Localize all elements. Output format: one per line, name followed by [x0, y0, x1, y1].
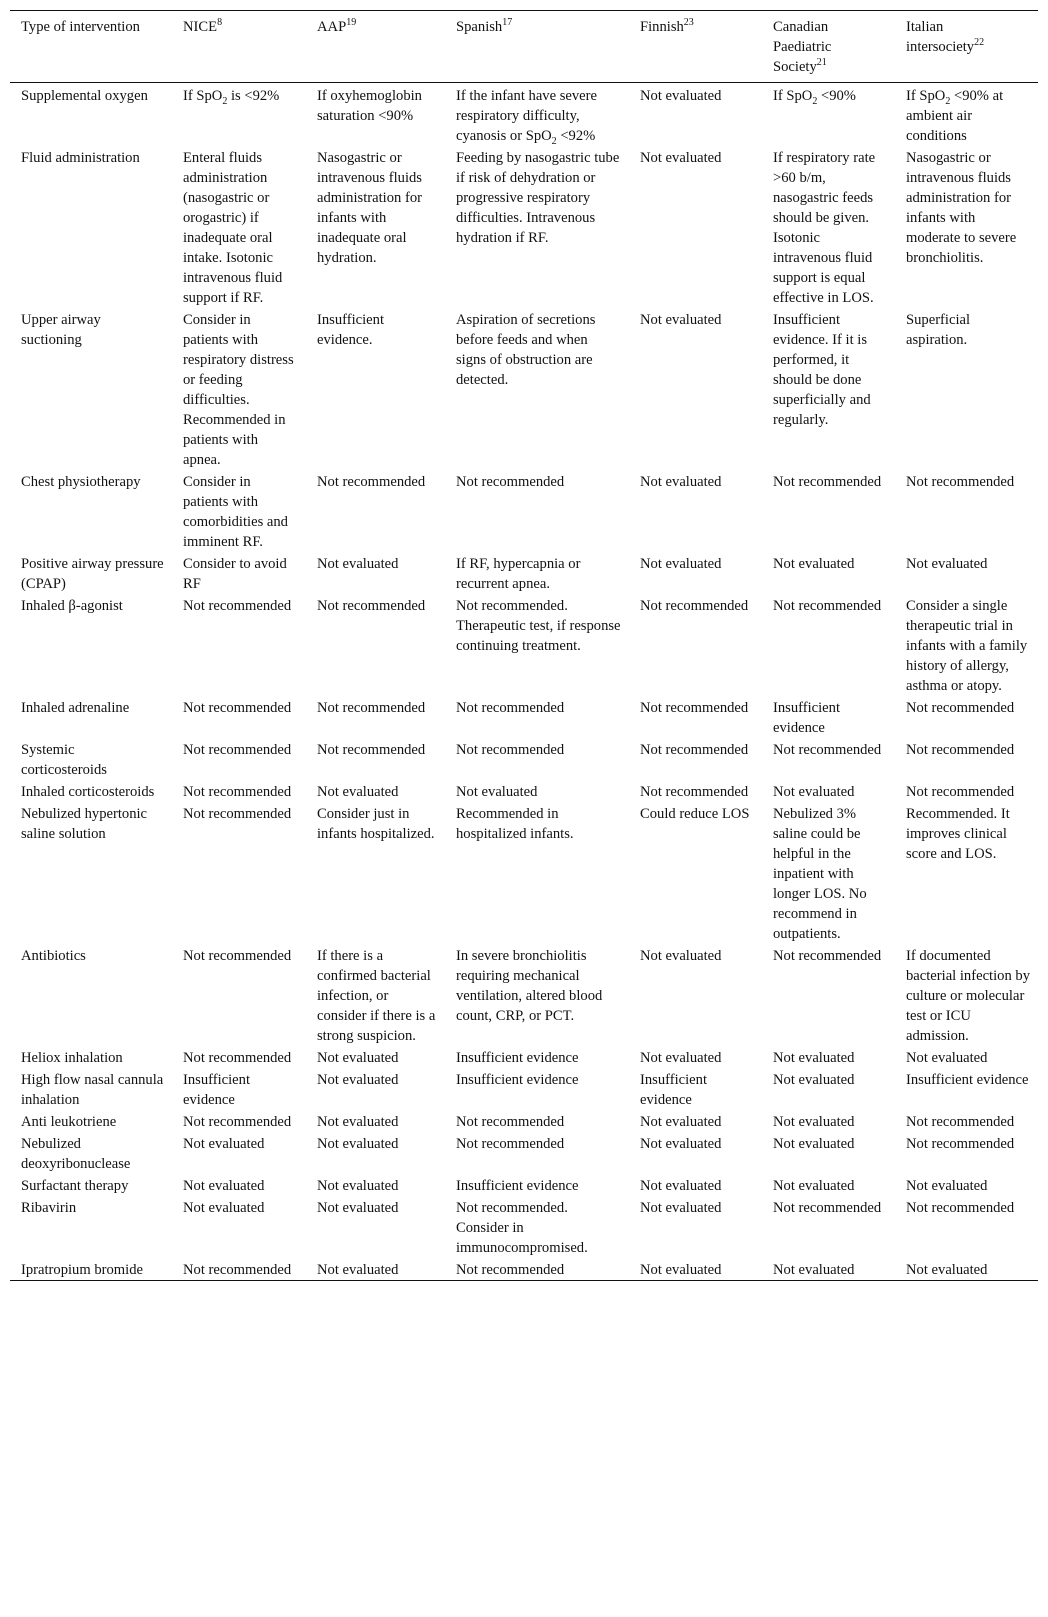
cell-text: Not evaluated: [906, 1178, 988, 1194]
cell-text: Not evaluated: [317, 1072, 399, 1088]
cell-text: Not recommended: [906, 1200, 1015, 1216]
cell-text: In severe bronchiolitis requiring mechanical ventilation, altered blood count, CRP, or PCT.: [456, 948, 603, 1024]
cell-italian: [895, 470, 1038, 552]
cell-text: Not recommended: [183, 806, 292, 822]
cell-finnish: [629, 594, 762, 696]
header-finnish: [629, 11, 762, 83]
cell-text: Not recommended: [906, 474, 1015, 490]
cell-intervention: [10, 470, 172, 552]
cell-text: Not evaluated: [183, 1178, 265, 1194]
cell-text: Not evaluated: [317, 1200, 399, 1216]
cell-text: Superficial aspiration.: [906, 312, 971, 348]
cell-canadian: [762, 83, 895, 147]
cell-spanish: [445, 470, 629, 552]
cell-italian: [895, 1046, 1038, 1068]
header-reference: 17: [502, 17, 513, 29]
cell-italian: [895, 594, 1038, 696]
cell-text: Not evaluated: [773, 1072, 855, 1088]
cell-text: Upper airway suctioning: [21, 312, 101, 348]
cell-text: Not evaluated: [317, 1050, 399, 1066]
table-row: [10, 308, 1038, 470]
cell-text: Consider in patients with respiratory distress or feeding difficulties. Recommended in patients with apnea.: [183, 312, 294, 468]
cell-text: Not evaluated: [773, 556, 855, 572]
cell-italian: [895, 1174, 1038, 1196]
cell-nice: [172, 696, 306, 738]
cell-text: Anti leukotriene: [21, 1114, 117, 1130]
cell-text: Not recommended: [773, 598, 882, 614]
header-label: Canadian Paediatric Society: [773, 19, 832, 75]
cell-text: Not recommended: [640, 784, 749, 800]
cell-finnish: [629, 1110, 762, 1132]
cell-text: Not recommended: [456, 742, 565, 758]
cell-canadian: [762, 1258, 895, 1281]
cell-text: Not recommended: [906, 700, 1015, 716]
cell-text: Enteral fluids administration (nasogastric or orogastric) if inadequate oral intake. Isotonic intravenous fluid support if RF.: [183, 150, 283, 306]
table-row: [10, 944, 1038, 1046]
cell-finnish: [629, 1196, 762, 1258]
cell-text: Not recommended. Therapeutic test, if response continuing treatment.: [456, 598, 621, 654]
cell-text: If the infant have severe respiratory difficulty, cyanosis or SpO$_2$ <92%: [456, 88, 597, 147]
table-row: [10, 1174, 1038, 1196]
header-reference: 21: [816, 57, 827, 69]
cell-canadian: [762, 1110, 895, 1132]
cell-intervention: [10, 146, 172, 308]
cell-text: Feeding by nasogastric tube if risk of dehydration or progressive respiratory difficulties. Intravenous hydration if RF.: [456, 150, 620, 246]
cell-nice: [172, 594, 306, 696]
cell-nice: [172, 552, 306, 594]
cell-spanish: [445, 83, 629, 147]
cell-intervention: [10, 552, 172, 594]
cell-text: Consider just in infants hospitalized.: [317, 806, 435, 842]
cell-text: Recommended in hospitalized infants.: [456, 806, 574, 842]
cell-text: Surfactant therapy: [21, 1178, 129, 1194]
cell-text: Not evaluated: [773, 1136, 855, 1152]
cell-text: Not recommended: [906, 742, 1015, 758]
cell-canadian: [762, 1174, 895, 1196]
cell-canadian: [762, 1068, 895, 1110]
cell-text: Ribavirin: [21, 1200, 77, 1216]
header-reference: 23: [683, 17, 694, 29]
cell-aap: [306, 552, 445, 594]
cell-canadian: [762, 552, 895, 594]
cell-spanish: [445, 1258, 629, 1281]
cell-spanish: [445, 1068, 629, 1110]
cell-aap: [306, 1046, 445, 1068]
cell-aap: [306, 594, 445, 696]
table-row: [10, 1110, 1038, 1132]
cell-text: Not recommended: [317, 474, 426, 490]
cell-canadian: [762, 738, 895, 780]
cell-aap: [306, 1110, 445, 1132]
cell-canadian: [762, 1196, 895, 1258]
cell-text: Insufficient evidence.: [317, 312, 385, 348]
cell-finnish: [629, 470, 762, 552]
cell-aap: [306, 1196, 445, 1258]
cell-text: Not recommended: [773, 948, 882, 964]
table-row: [10, 1258, 1038, 1281]
cell-italian: [895, 1258, 1038, 1281]
table-row: [10, 696, 1038, 738]
cell-text: Not recommended: [317, 598, 426, 614]
cell-text: Positive airway pressure (CPAP): [21, 556, 164, 592]
table-row: [10, 1132, 1038, 1174]
table-row: [10, 146, 1038, 308]
cell-text: Could reduce LOS: [640, 806, 750, 822]
cell-text: Consider in patients with comorbidities and imminent RF.: [183, 474, 288, 550]
cell-text: Not evaluated: [773, 1050, 855, 1066]
cell-text: Insufficient evidence: [183, 1072, 251, 1108]
cell-finnish: [629, 1174, 762, 1196]
cell-text: Not evaluated: [773, 784, 855, 800]
header-row: [10, 11, 1038, 83]
cell-finnish: [629, 780, 762, 802]
table-row: [10, 470, 1038, 552]
cell-text: Consider to avoid RF: [183, 556, 287, 592]
cell-intervention: [10, 83, 172, 147]
cell-text: Not evaluated: [317, 1114, 399, 1130]
table-row: [10, 1068, 1038, 1110]
cell-finnish: [629, 1046, 762, 1068]
cell-text: Chest physiotherapy: [21, 474, 141, 490]
cell-intervention: [10, 802, 172, 944]
cell-intervention: [10, 1196, 172, 1258]
cell-text: Not evaluated: [317, 556, 399, 572]
cell-text: If RF, hypercapnia or recurrent apnea.: [456, 556, 581, 592]
table-row: [10, 83, 1038, 147]
cell-italian: [895, 780, 1038, 802]
cell-text: High flow nasal cannula inhalation: [21, 1072, 164, 1108]
cell-text: Not evaluated: [640, 312, 722, 328]
cell-text: Not recommended: [183, 742, 292, 758]
cell-finnish: [629, 308, 762, 470]
cell-text: Insufficient evidence: [640, 1072, 708, 1108]
cell-canadian: [762, 780, 895, 802]
cell-text: Not evaluated: [317, 1136, 399, 1152]
cell-text: If oxyhemoglobin saturation <90%: [317, 88, 422, 124]
cell-text: Not recommended: [183, 598, 292, 614]
cell-text: Insufficient evidence: [773, 700, 841, 736]
cell-text: Not evaluated: [640, 1050, 722, 1066]
cell-text: Not recommended: [773, 742, 882, 758]
cell-text: Not evaluated: [906, 1262, 988, 1278]
cell-nice: [172, 780, 306, 802]
cell-text: Not evaluated: [183, 1136, 265, 1152]
cell-nice: [172, 146, 306, 308]
header-label: Finnish: [640, 19, 684, 35]
cell-text: Not evaluated: [640, 88, 722, 104]
cell-text: Not evaluated: [317, 1262, 399, 1278]
cell-text: Ipratropium bromide: [21, 1262, 143, 1278]
cell-text: Not evaluated: [456, 784, 538, 800]
cell-intervention: [10, 1258, 172, 1281]
cell-finnish: [629, 944, 762, 1046]
cell-canadian: [762, 1046, 895, 1068]
cell-finnish: [629, 146, 762, 308]
cell-text: Not evaluated: [773, 1114, 855, 1130]
cell-intervention: [10, 780, 172, 802]
cell-aap: [306, 1174, 445, 1196]
cell-aap: [306, 470, 445, 552]
header-spanish: [445, 11, 629, 83]
cell-text: Not recommended: [456, 1262, 565, 1278]
cell-italian: [895, 696, 1038, 738]
cell-intervention: [10, 1174, 172, 1196]
table-row: [10, 1196, 1038, 1258]
cell-text: Not recommended. Consider in immunocompromised.: [456, 1200, 588, 1256]
cell-text: Inhaled adrenaline: [21, 700, 130, 716]
cell-text: Not evaluated: [317, 784, 399, 800]
header-label: Type of intervention: [21, 19, 140, 35]
cell-italian: [895, 802, 1038, 944]
cell-spanish: [445, 738, 629, 780]
cell-text: Not recommended: [456, 700, 565, 716]
table-row: [10, 552, 1038, 594]
header-reference: 22: [974, 37, 985, 49]
cell-text: Nebulized 3% saline could be helpful in the inpatient with longer LOS. No recommend in outpatients.: [773, 806, 867, 942]
cell-spanish: [445, 308, 629, 470]
cell-text: Insufficient evidence: [456, 1178, 579, 1194]
cell-text: Not recommended: [183, 700, 292, 716]
cell-text: Not recommended: [773, 1200, 882, 1216]
cell-intervention: [10, 308, 172, 470]
cell-canadian: [762, 696, 895, 738]
cell-italian: [895, 738, 1038, 780]
cell-finnish: [629, 696, 762, 738]
cell-text: Nebulized hypertonic saline solution: [21, 806, 148, 842]
cell-intervention: [10, 696, 172, 738]
cell-text: Not evaluated: [640, 150, 722, 166]
cell-text: Fluid administration: [21, 150, 140, 166]
cell-finnish: [629, 738, 762, 780]
cell-text: Insufficient evidence: [456, 1072, 579, 1088]
cell-nice: [172, 802, 306, 944]
cell-finnish: [629, 1132, 762, 1174]
cell-nice: [172, 470, 306, 552]
cell-text: Insufficient evidence. If it is performed, it should be done superficially and regularly.: [773, 312, 871, 428]
interventions-table-container: [10, 10, 1038, 1281]
cell-text: Not evaluated: [640, 1262, 722, 1278]
cell-text: Not evaluated: [640, 556, 722, 572]
cell-nice: [172, 1110, 306, 1132]
cell-spanish: [445, 1174, 629, 1196]
cell-italian: [895, 552, 1038, 594]
header-italian: [895, 11, 1038, 83]
cell-text: Not recommended: [456, 1136, 565, 1152]
table-row: [10, 802, 1038, 944]
cell-text: If documented bacterial infection by culture or molecular test or ICU admission.: [906, 948, 1030, 1044]
table-header: [10, 11, 1038, 83]
cell-aap: [306, 146, 445, 308]
cell-text: Not recommended: [183, 948, 292, 964]
cell-text: Not recommended: [906, 784, 1015, 800]
cell-text: Aspiration of secretions before feeds and when signs of obstruction are detected.: [456, 312, 596, 388]
cell-aap: [306, 1132, 445, 1174]
table-body: [10, 83, 1038, 1281]
cell-canadian: [762, 594, 895, 696]
cell-text: Not evaluated: [773, 1178, 855, 1194]
cell-italian: [895, 944, 1038, 1046]
header-type-of-intervention: [10, 11, 172, 83]
cell-nice: [172, 1196, 306, 1258]
cell-text: If SpO$_2$ is <92%: [183, 88, 280, 107]
cell-aap: [306, 802, 445, 944]
cell-spanish: [445, 780, 629, 802]
cell-intervention: [10, 738, 172, 780]
cell-finnish: [629, 1258, 762, 1281]
header-label: Spanish: [456, 19, 503, 35]
cell-italian: [895, 308, 1038, 470]
cell-text: Not evaluated: [640, 1136, 722, 1152]
cell-nice: [172, 944, 306, 1046]
cell-spanish: [445, 1046, 629, 1068]
cell-text: Not recommended: [456, 474, 565, 490]
interventions-table: [10, 10, 1038, 1281]
cell-nice: [172, 1046, 306, 1068]
header-label: AAP: [317, 19, 347, 35]
cell-text: Not recommended: [640, 742, 749, 758]
table-row: [10, 780, 1038, 802]
cell-text: Not recommended: [773, 474, 882, 490]
cell-canadian: [762, 802, 895, 944]
cell-nice: [172, 738, 306, 780]
cell-text: Not evaluated: [183, 1200, 265, 1216]
cell-nice: [172, 1174, 306, 1196]
cell-spanish: [445, 1110, 629, 1132]
cell-text: Not evaluated: [906, 556, 988, 572]
cell-text: Insufficient evidence: [456, 1050, 579, 1066]
cell-intervention: [10, 944, 172, 1046]
cell-text: Nasogastric or intravenous fluids administration for infants with inadequate oral hydration.: [317, 150, 422, 266]
cell-text: Not recommended: [906, 1114, 1015, 1130]
table-row: [10, 594, 1038, 696]
cell-text: If there is a confirmed bacterial infection, or consider if there is a strong suspicion.: [317, 948, 436, 1044]
cell-italian: [895, 83, 1038, 147]
cell-canadian: [762, 308, 895, 470]
cell-intervention: [10, 1110, 172, 1132]
cell-canadian: [762, 1132, 895, 1174]
header-nice: [172, 11, 306, 83]
cell-text: Inhaled β-agonist: [21, 598, 123, 614]
cell-spanish: [445, 552, 629, 594]
cell-finnish: [629, 552, 762, 594]
cell-text: Not evaluated: [317, 1178, 399, 1194]
cell-text: Nasogastric or intravenous fluids administration for infants with moderate to severe bronchiolitis.: [906, 150, 1017, 266]
cell-spanish: [445, 696, 629, 738]
cell-spanish: [445, 1196, 629, 1258]
cell-text: Systemic corticosteroids: [21, 742, 107, 778]
cell-text: Not recommended: [640, 700, 749, 716]
cell-text: Not recommended: [640, 598, 749, 614]
cell-text: Not evaluated: [640, 474, 722, 490]
cell-aap: [306, 696, 445, 738]
cell-text: Not evaluated: [773, 1262, 855, 1278]
cell-text: Inhaled corticosteroids: [21, 784, 155, 800]
cell-text: Not evaluated: [640, 948, 722, 964]
cell-canadian: [762, 944, 895, 1046]
header-reference: 19: [346, 17, 357, 29]
cell-text: Supplemental oxygen: [21, 88, 148, 104]
cell-nice: [172, 1132, 306, 1174]
cell-canadian: [762, 470, 895, 552]
cell-spanish: [445, 146, 629, 308]
cell-text: If SpO$_2$ <90% at ambient air conditions: [906, 88, 1004, 144]
header-aap: [306, 11, 445, 83]
cell-aap: [306, 308, 445, 470]
cell-text: Not recommended: [183, 1050, 292, 1066]
cell-text: Not recommended: [317, 700, 426, 716]
cell-nice: [172, 1258, 306, 1281]
header-label: Italian intersociety: [906, 19, 975, 55]
cell-spanish: [445, 594, 629, 696]
cell-italian: [895, 1196, 1038, 1258]
cell-text: Not recommended: [183, 784, 292, 800]
cell-text: Antibiotics: [21, 948, 86, 964]
cell-italian: [895, 1110, 1038, 1132]
cell-text: Heliox inhalation: [21, 1050, 123, 1066]
cell-text: If SpO$_2$ <90%: [773, 88, 856, 107]
cell-text: Not evaluated: [906, 1050, 988, 1066]
header-canadian: [762, 11, 895, 83]
cell-spanish: [445, 802, 629, 944]
cell-finnish: [629, 802, 762, 944]
cell-text: Not recommended: [183, 1262, 292, 1278]
table-row: [10, 738, 1038, 780]
header-label: NICE: [183, 19, 218, 35]
cell-text: Not recommended: [317, 742, 426, 758]
cell-intervention: [10, 1068, 172, 1110]
cell-text: Nebulized deoxyribonuclease: [21, 1136, 131, 1172]
cell-intervention: [10, 1132, 172, 1174]
cell-italian: [895, 1068, 1038, 1110]
cell-spanish: [445, 944, 629, 1046]
cell-text: Insufficient evidence: [906, 1072, 1029, 1088]
cell-nice: [172, 83, 306, 147]
cell-italian: [895, 146, 1038, 308]
cell-finnish: [629, 83, 762, 147]
cell-finnish: [629, 1068, 762, 1110]
cell-canadian: [762, 146, 895, 308]
cell-aap: [306, 83, 445, 147]
cell-text: Not recommended: [906, 1136, 1015, 1152]
cell-text: If respiratory rate >60 b/m, nasogastric feeds should be given. Isotonic intravenous fluid support is equal effective in LOS.: [773, 150, 876, 306]
cell-text: Recommended. It improves clinical score and LOS.: [906, 806, 1010, 862]
cell-aap: [306, 1068, 445, 1110]
cell-aap: [306, 780, 445, 802]
cell-spanish: [445, 1132, 629, 1174]
cell-text: Not recommended: [456, 1114, 565, 1130]
cell-aap: [306, 1258, 445, 1281]
cell-text: Not evaluated: [640, 1114, 722, 1130]
cell-text: Not evaluated: [640, 1200, 722, 1216]
cell-intervention: [10, 1046, 172, 1068]
header-reference: 8: [217, 17, 223, 29]
cell-text: Not recommended: [183, 1114, 292, 1130]
cell-text: Consider a single therapeutic trial in infants with a family history of allergy, asthma or atopy.: [906, 598, 1028, 694]
cell-nice: [172, 308, 306, 470]
cell-aap: [306, 944, 445, 1046]
table-row: [10, 1046, 1038, 1068]
cell-text: Not evaluated: [640, 1178, 722, 1194]
cell-aap: [306, 738, 445, 780]
cell-italian: [895, 1132, 1038, 1174]
cell-intervention: [10, 594, 172, 696]
cell-nice: [172, 1068, 306, 1110]
